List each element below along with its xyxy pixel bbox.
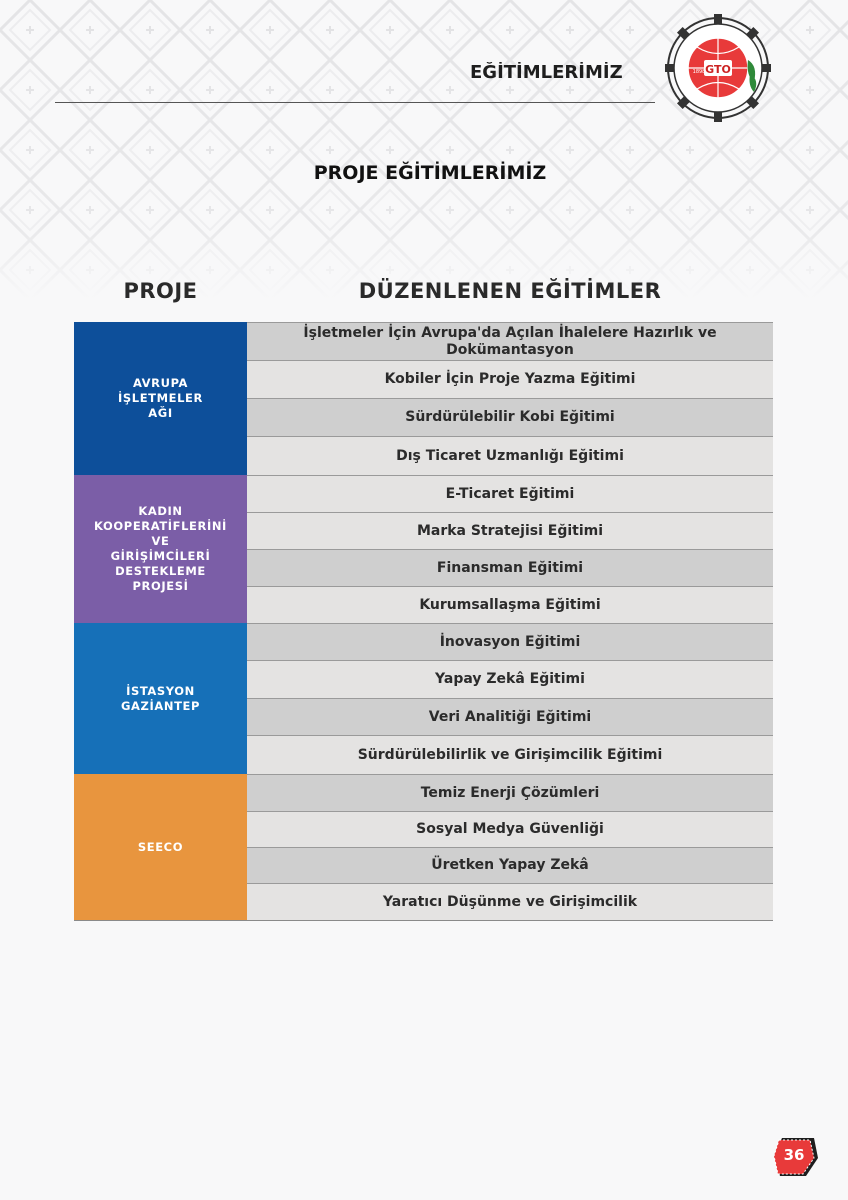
training-item: Sosyal Medya Güvenliği (247, 811, 773, 847)
project-cell-avrupa: AVRUPA İŞLETMELER AĞI (74, 322, 247, 475)
training-item: Üretken Yapay Zekâ (247, 847, 773, 883)
page-number: 36 (783, 1146, 805, 1164)
project-cell-kadin: KADIN KOOPERATİFLERİNİ VE GİRİŞİMCİLERİ DESTEKLEME PROJESİ (74, 475, 247, 623)
project-cell-seeco: SEECO (74, 774, 247, 920)
project-group-istasyon (74, 623, 773, 774)
project-group-avrupa (74, 322, 773, 475)
project-group-kadin (74, 475, 773, 623)
training-item: Finansman Eğitimi (247, 549, 773, 586)
training-item: Yaratıcı Düşünme ve Girişimcilik (247, 883, 773, 920)
gto-logo (665, 8, 771, 128)
logo-letters: GTO (705, 63, 731, 76)
section-title: EĞİTİMLERİMİZ (470, 62, 623, 83)
column-header-trainings: DÜZENLENEN EĞİTİMLER (358, 279, 662, 303)
training-item: Yapay Zekâ Eğitimi (247, 660, 773, 698)
project-group-seeco (74, 774, 773, 920)
training-item: E-Ticaret Eğitimi (247, 475, 773, 512)
training-item: İnovasyon Eğitimi (247, 623, 773, 660)
column-header-project: PROJE (123, 279, 198, 303)
trainings-table (74, 322, 773, 921)
table-bottom-rule (74, 920, 773, 921)
project-cell-istasyon: İSTASYON GAZİANTEP (74, 623, 247, 774)
training-item: İşletmeler İçin Avrupa'da Açılan İhalelere Hazırlık ve Dokümantasyon (247, 322, 773, 360)
training-item: Dış Ticaret Uzmanlığı Eğitimi (247, 436, 773, 475)
training-item: Temiz Enerji Çözümleri (247, 774, 773, 811)
training-item: Sürdürülebilirlik ve Girişimcilik Eğitimi (247, 735, 773, 774)
training-item: Marka Stratejisi Eğitimi (247, 512, 773, 549)
logo-year: 1898 (692, 69, 706, 75)
training-item: Sürdürülebilir Kobi Eğitimi (247, 398, 773, 436)
training-item: Veri Analitiği Eğitimi (247, 698, 773, 735)
header-divider (55, 102, 655, 103)
training-item: Kobiler İçin Proje Yazma Eğitimi (247, 360, 773, 398)
training-item: Kurumsallaşma Eğitimi (247, 586, 773, 623)
page-title: PROJE EĞİTİMLERİMİZ (313, 162, 547, 184)
